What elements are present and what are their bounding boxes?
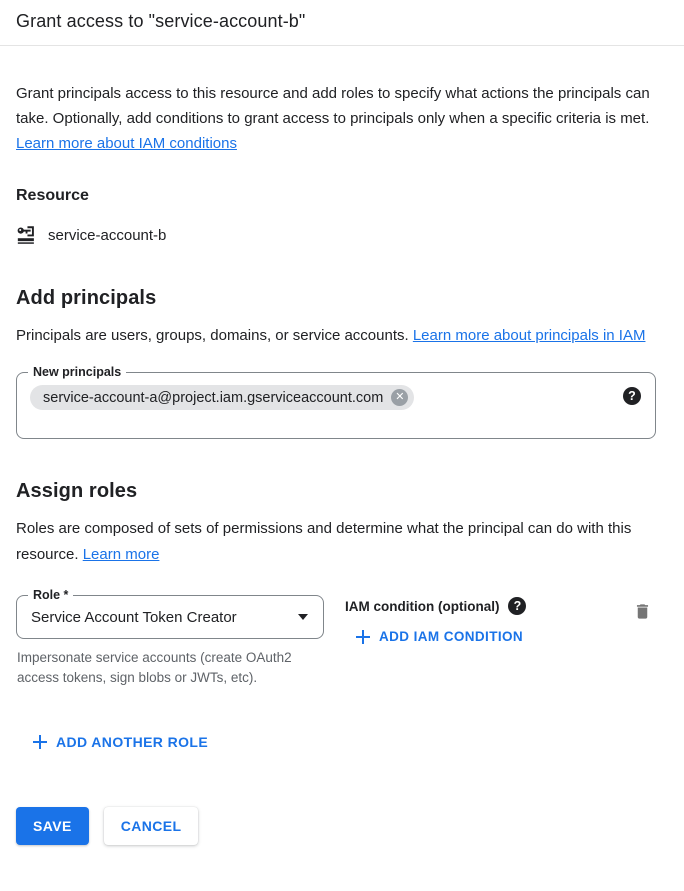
add-principals-desc-main: Principals are users, groups, domains, or service accounts. bbox=[16, 327, 413, 344]
new-principals-field[interactable] bbox=[16, 365, 656, 439]
dialog-title: Grant access to "service-account-b" bbox=[16, 11, 306, 31]
service-account-icon bbox=[16, 224, 38, 246]
principals-learn-more-link[interactable]: Learn more about principals in IAM bbox=[412, 327, 646, 344]
role-select-value: Service Account Token Creator bbox=[31, 608, 237, 626]
assign-roles-heading: Assign roles bbox=[16, 480, 138, 502]
role-select[interactable] bbox=[16, 588, 324, 639]
dropdown-arrow-icon bbox=[298, 614, 308, 620]
header-divider bbox=[0, 45, 684, 46]
help-icon[interactable]: ? bbox=[623, 387, 641, 405]
intro-text bbox=[16, 81, 656, 156]
role-binding-row bbox=[16, 588, 656, 687]
resource-row bbox=[16, 224, 656, 246]
add-another-role-label: ADD ANOTHER ROLE bbox=[56, 734, 209, 750]
delete-role-column bbox=[633, 595, 656, 626]
iam-condition-label-row bbox=[345, 597, 633, 615]
iam-condition-column bbox=[345, 595, 633, 649]
role-select-label: Role * bbox=[28, 588, 73, 603]
cancel-button[interactable]: CANCEL bbox=[104, 807, 199, 845]
add-iam-condition-button[interactable] bbox=[356, 629, 523, 644]
iam-conditions-link[interactable]: Learn more about IAM conditions bbox=[16, 135, 237, 152]
principal-chip-text: service-account-a@project.iam.gserviceaccount.com bbox=[43, 389, 384, 406]
delete-icon[interactable] bbox=[633, 602, 652, 621]
role-column bbox=[16, 588, 324, 687]
add-iam-condition-label: ADD IAM CONDITION bbox=[379, 629, 524, 644]
dialog-actions bbox=[16, 807, 656, 845]
iam-condition-label: IAM condition (optional) bbox=[345, 598, 500, 614]
save-button[interactable]: SAVE bbox=[16, 807, 89, 845]
resource-name: service-account-b bbox=[48, 226, 167, 244]
close-icon[interactable]: ✕ bbox=[391, 389, 408, 406]
add-principals-desc bbox=[16, 323, 656, 349]
principal-chip[interactable] bbox=[30, 385, 414, 410]
new-principals-label: New principals bbox=[28, 365, 126, 380]
roles-learn-more-link[interactable]: Learn more bbox=[82, 546, 160, 563]
help-icon[interactable]: ? bbox=[508, 597, 526, 615]
resource-heading: Resource bbox=[16, 187, 89, 204]
intro-text-main: Grant principals access to this resource and add roles to specify what actions the principals can take. Optionally, add conditions to grant access to principals only when a specific criteria is met. bbox=[16, 85, 650, 127]
dialog-body bbox=[0, 81, 684, 845]
dialog-header bbox=[0, 0, 684, 45]
assign-roles-desc-main: Roles are composed of sets of permissions and determine what the principal can do with this resource. bbox=[16, 520, 632, 563]
plus-icon bbox=[33, 735, 47, 749]
role-description: Impersonate service accounts (create OAuth2 access tokens, sign blobs or JWTs, etc). bbox=[17, 650, 292, 685]
add-another-role-button[interactable] bbox=[33, 734, 208, 750]
add-principals-heading: Add principals bbox=[16, 287, 157, 309]
assign-roles-desc bbox=[16, 516, 656, 568]
plus-icon bbox=[356, 630, 370, 644]
